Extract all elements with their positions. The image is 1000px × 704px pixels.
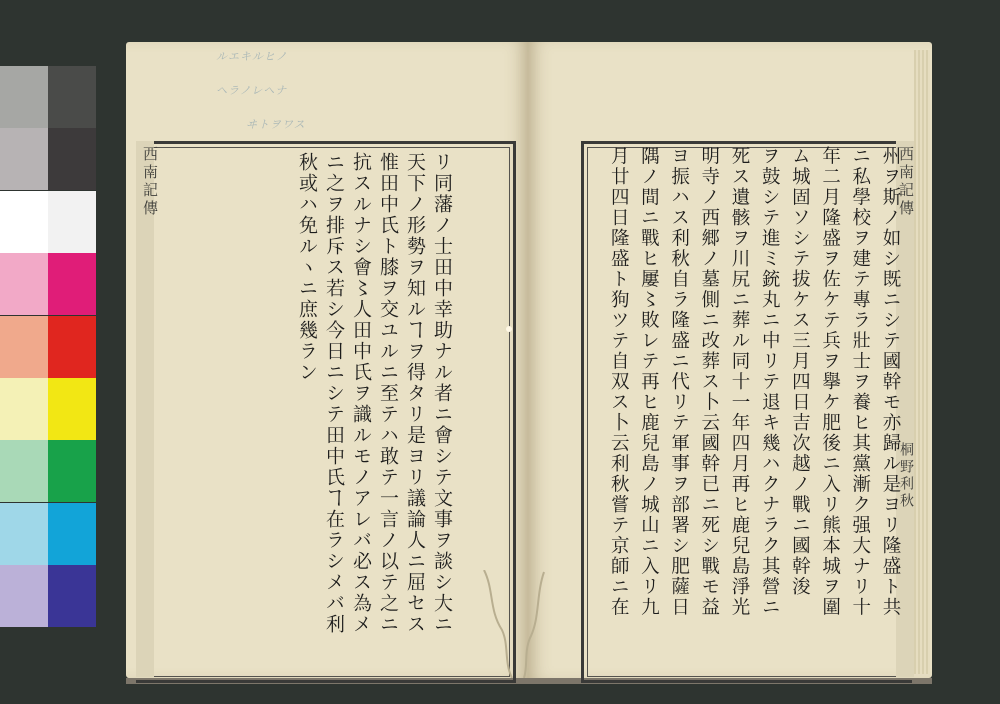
text-column: ヲ鼓シテ進ミ銃丸ニ中リテ退キ幾ハクナラク其營ニ [759,146,781,618]
right-side-title: 西南記傳 [897,146,915,218]
calibration-swatch [48,503,96,565]
calibration-swatch [48,128,96,190]
calibration-swatch [48,565,96,627]
text-column: 天下ノ形勢ヲ知ルヿヲ得タリ是ヨリ議論人ニ屈セス [404,152,426,635]
left-side-strip [136,141,154,677]
calibration-swatch [48,316,96,378]
text-column: ム城固ソシテ拔ケス三月四日吉次越ノ戰ニ國幹浚 [789,146,811,597]
calibration-swatch [48,191,96,253]
calibration-swatch [0,253,48,315]
calibration-swatch [0,316,48,378]
stamp-line: ヰトヲワス [246,118,306,131]
text-column: 隅ノ間ニ戰ヒ屢〻敗レテ再ヒ鹿兒島ノ城山ニ入リ九 [638,146,660,618]
binding-hole [506,326,512,332]
page-tear [474,570,564,678]
stamp-line: ヘラノレヘナ [216,84,288,97]
calibration-swatch [0,378,48,440]
text-column: 死ス遺骸ヲ川尻ニ葬ル同十一年四月再ヒ鹿兒島淨光 [729,146,750,618]
text-column: リ同藩ノ士田中幸助ナル者ニ會シテ文事ヲ談シ大ニ [431,152,453,635]
right-side-label: 桐野利秋 [898,442,914,510]
color-calibration-bar [0,66,96,628]
calibration-swatch [48,66,96,128]
text-column: ニ私學校ヲ建テ專ラ壯士ヲ養ヒ其黨漸ク强大ナリ十 [849,146,871,618]
text-column: 秋或ハ免ルヽニ庶幾ラン [296,152,318,383]
text-column: 州ヲ斯ノ如シ既ニシテ國幹モ亦歸ル是ヨリ隆盛ト共 [880,146,901,618]
text-column: 抗スルナシ會〻人田中氏ヲ識ルモノアレバ必ス為メ [350,152,372,635]
calibration-swatch [0,503,48,565]
calibration-swatch [48,378,96,440]
calibration-swatch [48,440,96,502]
text-column: 明寺ノ西郷ノ墓側ニ改葬ス卜云國幹已ニ死シ戰モ益 [698,146,720,618]
calibration-swatch [0,440,48,502]
calibration-swatch [48,253,96,315]
calibration-swatch [0,191,48,253]
page-edges [914,50,930,674]
calibration-swatch [0,565,48,627]
calibration-swatch [0,66,48,128]
text-column: 月廿四日隆盛ト狗ツテ自双ス卜云利秋嘗テ京師ニ在 [608,146,630,618]
open-book [96,42,932,682]
calibration-swatch [0,128,48,190]
text-column: ヨ振ハス利秋自ラ隆盛ニ代リテ軍事ヲ部署シ肥薩日 [668,146,690,618]
left-side-title: 西南記傳 [141,146,159,218]
stamp-line: ルエキルヒノ [216,50,288,63]
text-column: ニ之ヲ排斥ス若シ今日ニシテ田中氏ヿ在ラシメバ利 [323,152,345,635]
show-through-text [154,162,304,642]
text-column: 惟田中氏ト膝ヲ交ユルニ至テハ敢テ一言ノ以テ之ニ [377,152,399,635]
text-column: 年二月隆盛ヲ佐ケテ兵ヲ擧ケ肥後ニ入リ熊本城ヲ圍 [819,146,841,618]
